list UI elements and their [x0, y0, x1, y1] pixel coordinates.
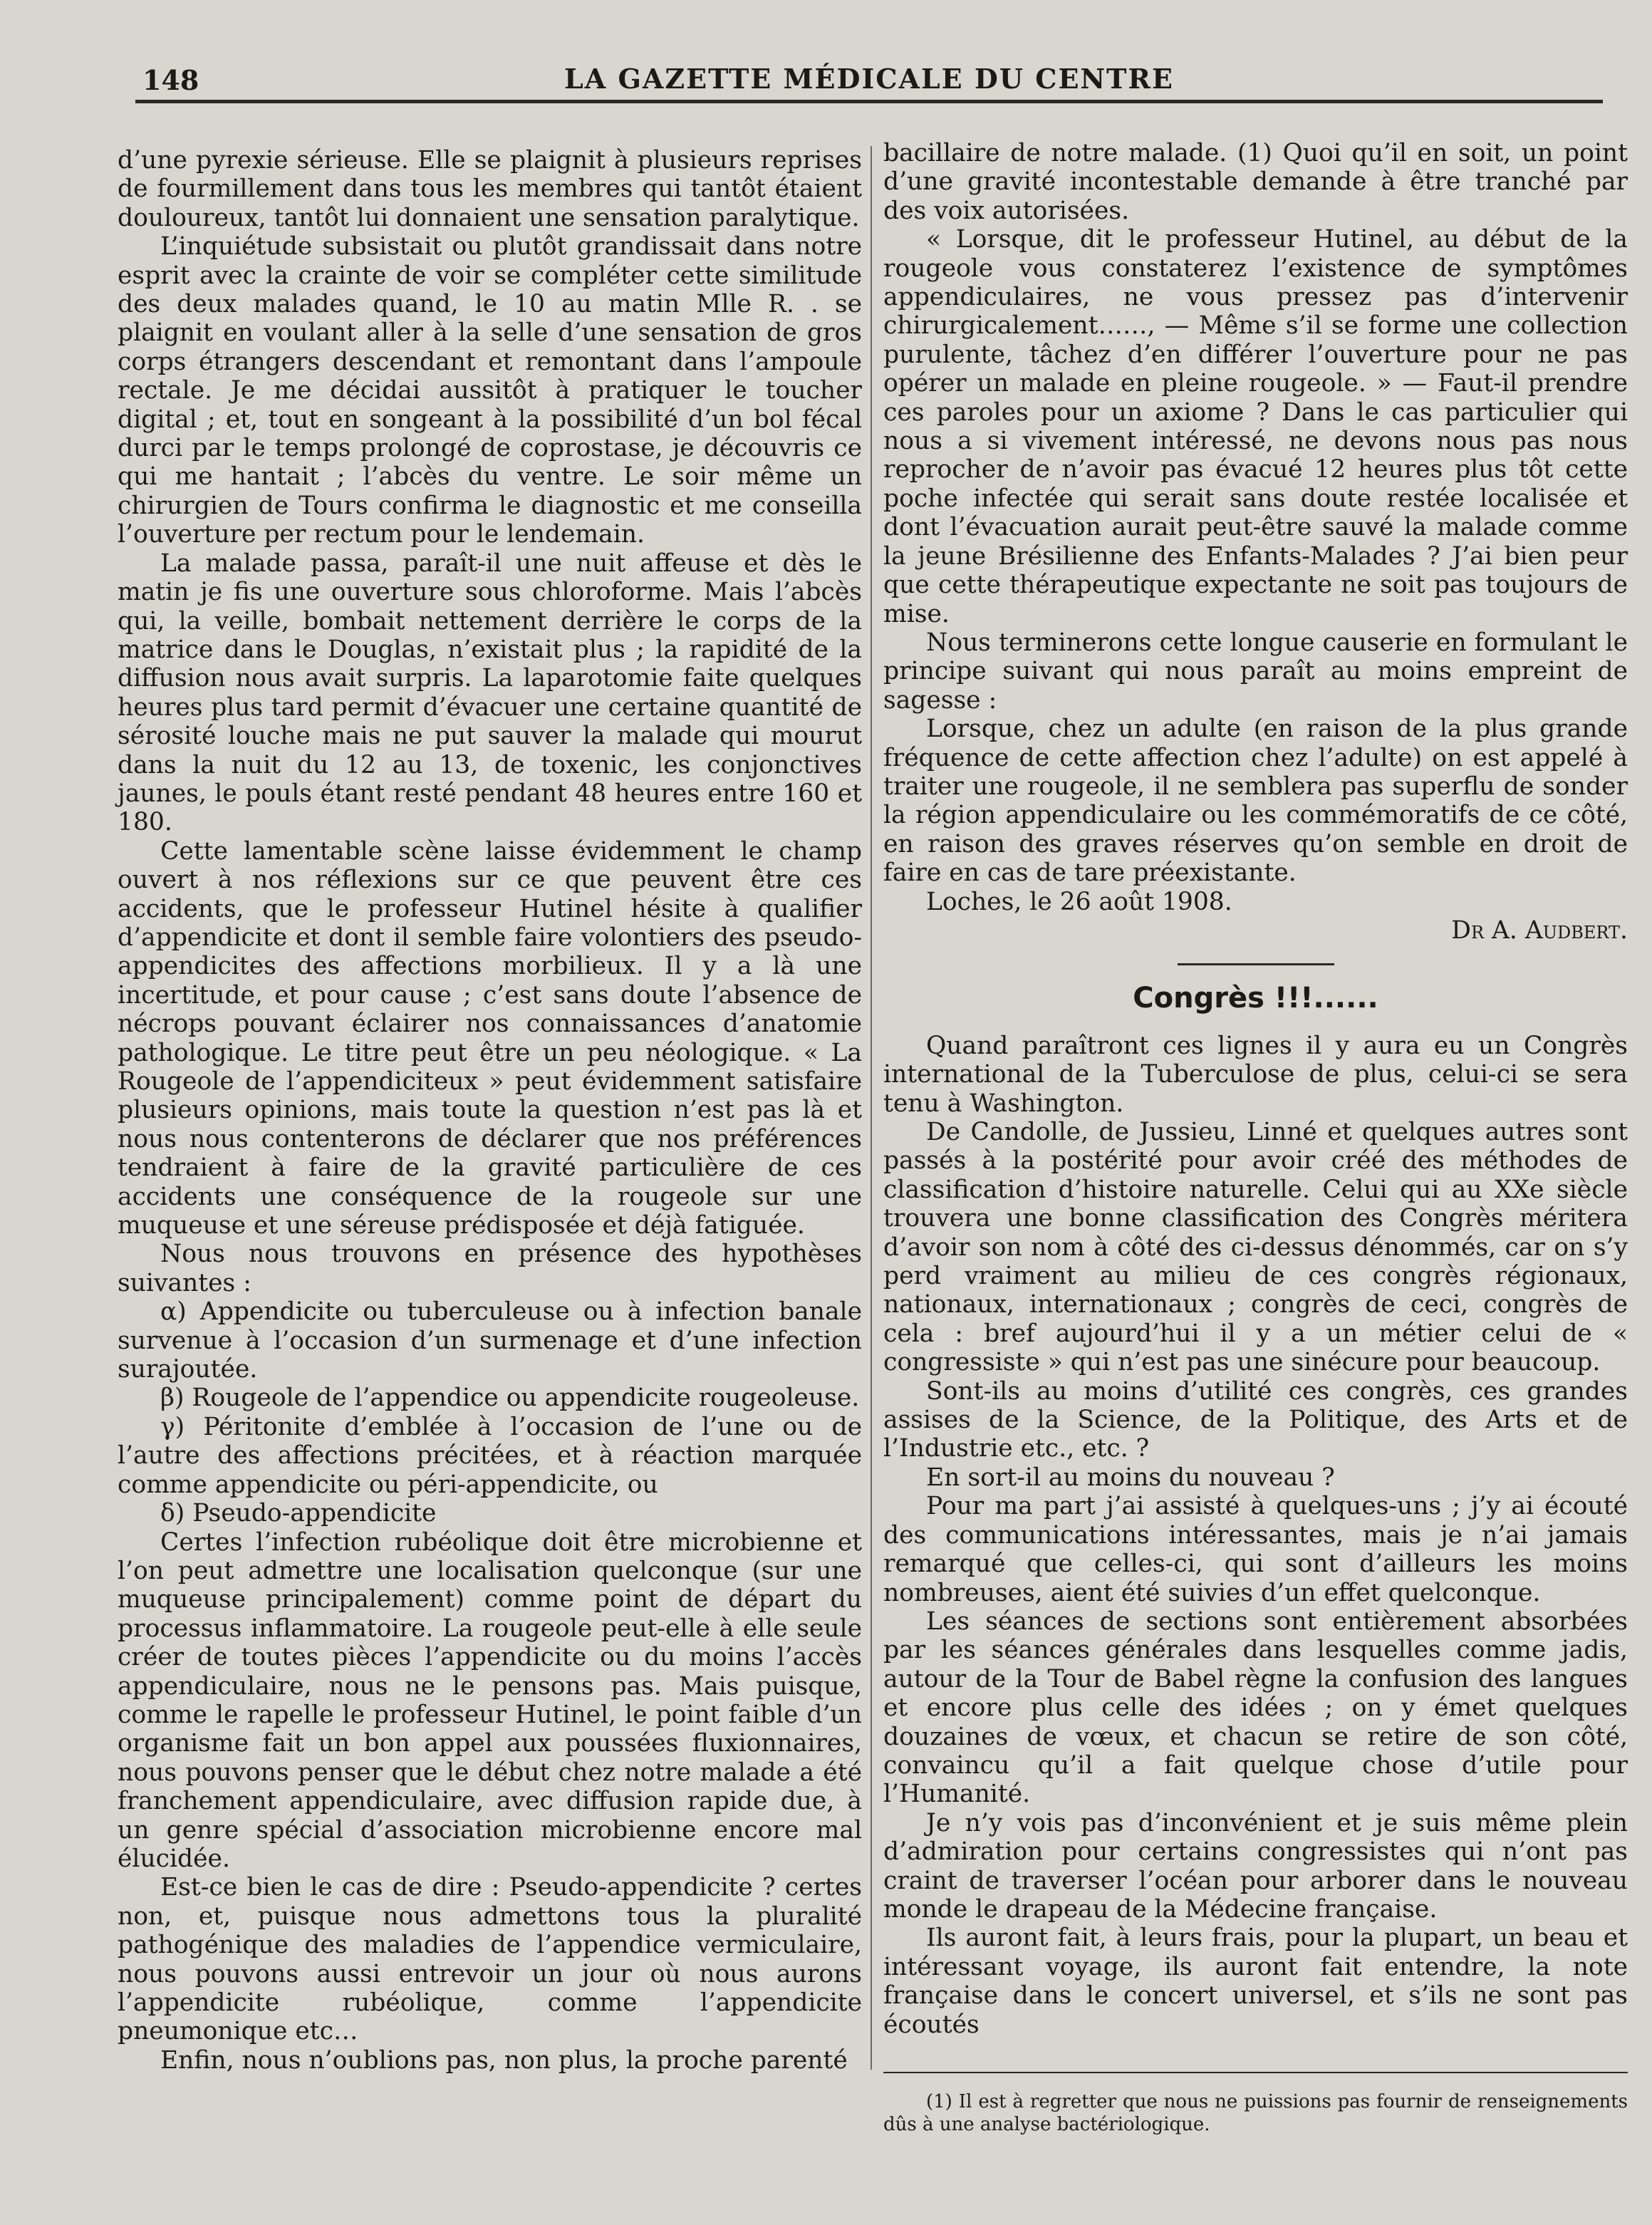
- paragraph: Sont-ils au moins d’utilité ces congrès, ces grandes assises de la Science, de la Politique, des Arts et de l’Industrie etc., etc. ?: [883, 1376, 1628, 1463]
- author-signature: Dr A. Audbert.: [1451, 916, 1628, 945]
- paragraph: Quand paraîtront ces lignes il y aura eu un Congrès international de la Tuberculose de plus, celui-ci se sera tenu à Washington.: [883, 1031, 1628, 1118]
- paragraph: En sort-il au moins du nouveau ?: [926, 1463, 1335, 1492]
- running-title: LA GAZETTE MÉDICALE DU CENTRE: [564, 63, 1174, 95]
- paragraph: Lorsque, chez un adulte (en raison de la plus grande fréquence de cette affection chez l’adulte) on est appelé à traiter une rougeole, il ne semblera pas superflu de sonder la région appendiculaire ou les commémoratifs de ce côté, en raison des graves réserves qu’on semble en droit de faire en cas de tare préexistante.: [883, 715, 1628, 888]
- header-rule: [135, 100, 1603, 103]
- paragraph: Est-ce bien le cas de dire : Pseudo-appendicite ? certes non, et, puisque nous admettons tous la pluralité pathogénique des maladies de l’appendice vermiculaire, nous pouvons aussi entrevoir un jour où nous aurons l’appendicite rubéolique, comme l’appendicite pneumonique etc…: [118, 1873, 862, 2046]
- hypothesis-item: δ) Pseudo-appendicite: [160, 1499, 437, 1528]
- footnote-rule: [883, 2072, 1628, 2073]
- hypothesis-item: γ) Péritonite d’emblée à l’occasion de l’une ou de l’autre des affections précitées, et à réaction marquée comme appendicite ou péri-appendicite, ou: [118, 1412, 862, 1499]
- paragraph: Nous terminerons cette longue causerie en formulant le principe suivant qui nous paraît au moins empreint de sagesse :: [883, 628, 1628, 715]
- paragraph: Pour ma part j’ai assisté à quelques-uns ; j’y ai écouté des communications intéressantes, mais je n’ai jamais remarqué que celles-ci, qui sont d’ailleurs les moins nombreuses, aient été suivies d’un effet quelconque.: [883, 1492, 1628, 1607]
- right-column: [883, 139, 1628, 2136]
- hypothesis-item: β) Rougeole de l’appendice ou appendicite rougeoleuse.: [160, 1384, 860, 1413]
- page-header: [135, 58, 1603, 101]
- page-number: 148: [142, 64, 199, 96]
- paragraph: « Lorsque, dit le professeur Hutinel, au début de la rougeole vous constaterez l’existence de symptômes appendiculaires, ne vous pressez pas d’intervenir chirurgicalement……, — Même s’il se forme une collection purulente, tâchez d’en différer l’ouverture pour ne pas opérer un malade en pleine rougeole. » — Faut-il prendre ces paroles pour un axiome ? Dans le cas particulier qui nous a si vivement intéressé, ne devons nous pas nous reprocher de n’avoir pas évacué 12 heures plus tôt cette poche infectée qui serait sans doute restée localisée et dont l’évacuation aurait peut-être sauvé la malade comme la jeune Brésilienne des Enfants-Malades ? J’ai bien peur que cette thérapeutique expectante ne soit pas toujours de mise.: [883, 225, 1628, 628]
- paragraph: bacillaire de notre malade. (1) Quoi qu’il en soit, un point d’une gravité incontestable demande à être tranché par des voix autorisées.: [883, 139, 1628, 225]
- section-rule: [1178, 963, 1334, 965]
- left-column: [118, 146, 862, 2075]
- paragraph: Les séances de sections sont entièrement absorbées par les séances générales dans lesquelles comme jadis, autour de la Tour de Babel règne la confusion des langues et encore plus celle des idées ; on y émet quelques douzaines de vœux, et chacun se retire de son côté, convaincu qu’il a fait quelque chose d’utile pour l’Humanité.: [883, 1607, 1628, 1809]
- paragraph: L’inquiétude subsistait ou plutôt grandissait dans notre esprit avec la crainte de voir se compléter cette similitude des deux malades quand, le 10 au matin Mlle R. . se plaignit en voulant aller à la selle d’une sensation de gros corps étrangers descendant et remontant dans l’ampoule rectale. Je me décidai aussitôt à pratiquer le toucher digital ; et, tout en songeant à la possibilité d’un bol fécal durci par le temps prolongé de coprostase, je découvris ce qui me hantait ; l’abcès du ventre. Le soir même un chirurgien de Tours confirma le diagnostic et me conseilla l’ouverture per rectum pour le lendemain.: [118, 232, 862, 549]
- column-divider: [871, 146, 872, 2070]
- paragraph: Certes l’infection rubéolique doit être microbienne et l’on peut admettre une localisation quelconque (sur une muqueuse principalement) comme point de départ du processus inflammatoire. La rougeole peut-elle à elle seule créer de toutes pièces l’appendicite ou du moins l’accès appendiculaire, nous ne le pensons pas. Mais puisque, comme le rapelle le professeur Hutinel, le point faible d’un organisme fait un bon appel aux poussées fluxionnaires, nous pouvons penser que le début chez notre malade a été franchement appendiculaire, avec diffusion rapide due, à un genre spécial d’association microbienne encore mal élucidée.: [118, 1528, 862, 1873]
- paragraph: La malade passa, paraît-il une nuit affeuse et dès le matin je fis une ouverture sous chloroforme. Mais l’abcès qui, la veille, bombait nettement derrière le corps de la matrice dans le Douglas, n’existait plus ; la rapidité de la diffusion nous avait surpris. La laparotomie faite quelques heures plus tard permit d’évacuer une certaine quantité de sérosité louche mais ne put sauver la malade qui mourut dans la nuit du 12 au 13, de toxenic, les conjonctives jaunes, le pouls étant resté pendant 48 heures entre 160 et 180.: [118, 549, 862, 837]
- paragraph: Ils auront fait, à leurs frais, pour la plupart, un beau et intéressant voyage, ils auront fait entendre, la note française dans le concert universel, et s’ils ne sont pas écoutés: [883, 1924, 1628, 2039]
- paragraph: Enfin, nous n’oublions pas, non plus, la proche parenté: [160, 2045, 848, 2075]
- paragraph: Nous nous trouvons en présence des hypothèses suivantes :: [118, 1240, 862, 1297]
- paragraph: d’une pyrexie sérieuse. Elle se plaignit à plusieurs reprises de fourmillement dans tous les membres qui tantôt étaient douloureux, tantôt lui donnaient une sensation paralytique.: [118, 146, 862, 232]
- dateline: Loches, le 26 août 1908.: [926, 887, 1232, 916]
- section-title: Congrès !!!......: [1133, 982, 1378, 1015]
- paragraph: De Candolle, de Jussieu, Linné et quelques autres sont passés à la postérité pour avoir créé des méthodes de classification d’histoire naturelle. Celui qui au XXe siècle trouvera une bonne classification des Congrès méritera d’avoir son nom à côté des ci-dessus dénommés, car on s’y perd vraiment au milieu de ces congrès régionaux, nationaux, internationaux ; congrès de ceci, congrès de cela : bref aujourd’hui il y a un métier celui de « congressiste » qui n’est pas une sinécure pour beaucoup.: [883, 1118, 1628, 1377]
- footnote: (1) Il est à regretter que nous ne puissions pas fournir de renseignements dûs à une analyse bactériologique.: [883, 2091, 1628, 2135]
- paragraph: Cette lamentable scène laisse évidemment le champ ouvert à nos réflexions sur ce que peuvent être ces accidents, que le professeur Hutinel hésite à qualifier d’appendicite et dont il semble faire volontiers des pseudo-appendicites des affections morbilieux. Il y a là une incertitude, et pour cause ; c’est sans doute l’absence de nécrops pouvant éclairer nos connaissances d’anatomie pathologique. Le titre peut être un peu néologique. « La Rougeole de l’appendiciteux » peut évidemment satisfaire plusieurs opinions, mais toute la question n’est pas là et nous nous contenterons de déclarer que nos préférences tendraient à faire de la gravité particulière de ces accidents une conséquence de la rougeole sur une muqueuse et une séreuse prédisposée et déjà fatiguée.: [118, 836, 862, 1240]
- hypothesis-item: α) Appendicite ou tuberculeuse ou à infection banale survenue à l’occasion d’un surmenage et d’une infection surajoutée.: [118, 1297, 862, 1384]
- paragraph: Je n’y vois pas d’inconvénient et je suis même plein d’admiration pour certains congressistes qui n’ont pas craint de traverser l’océan pour arborer dans le nouveau monde le drapeau de la Médecine française.: [883, 1808, 1628, 1924]
